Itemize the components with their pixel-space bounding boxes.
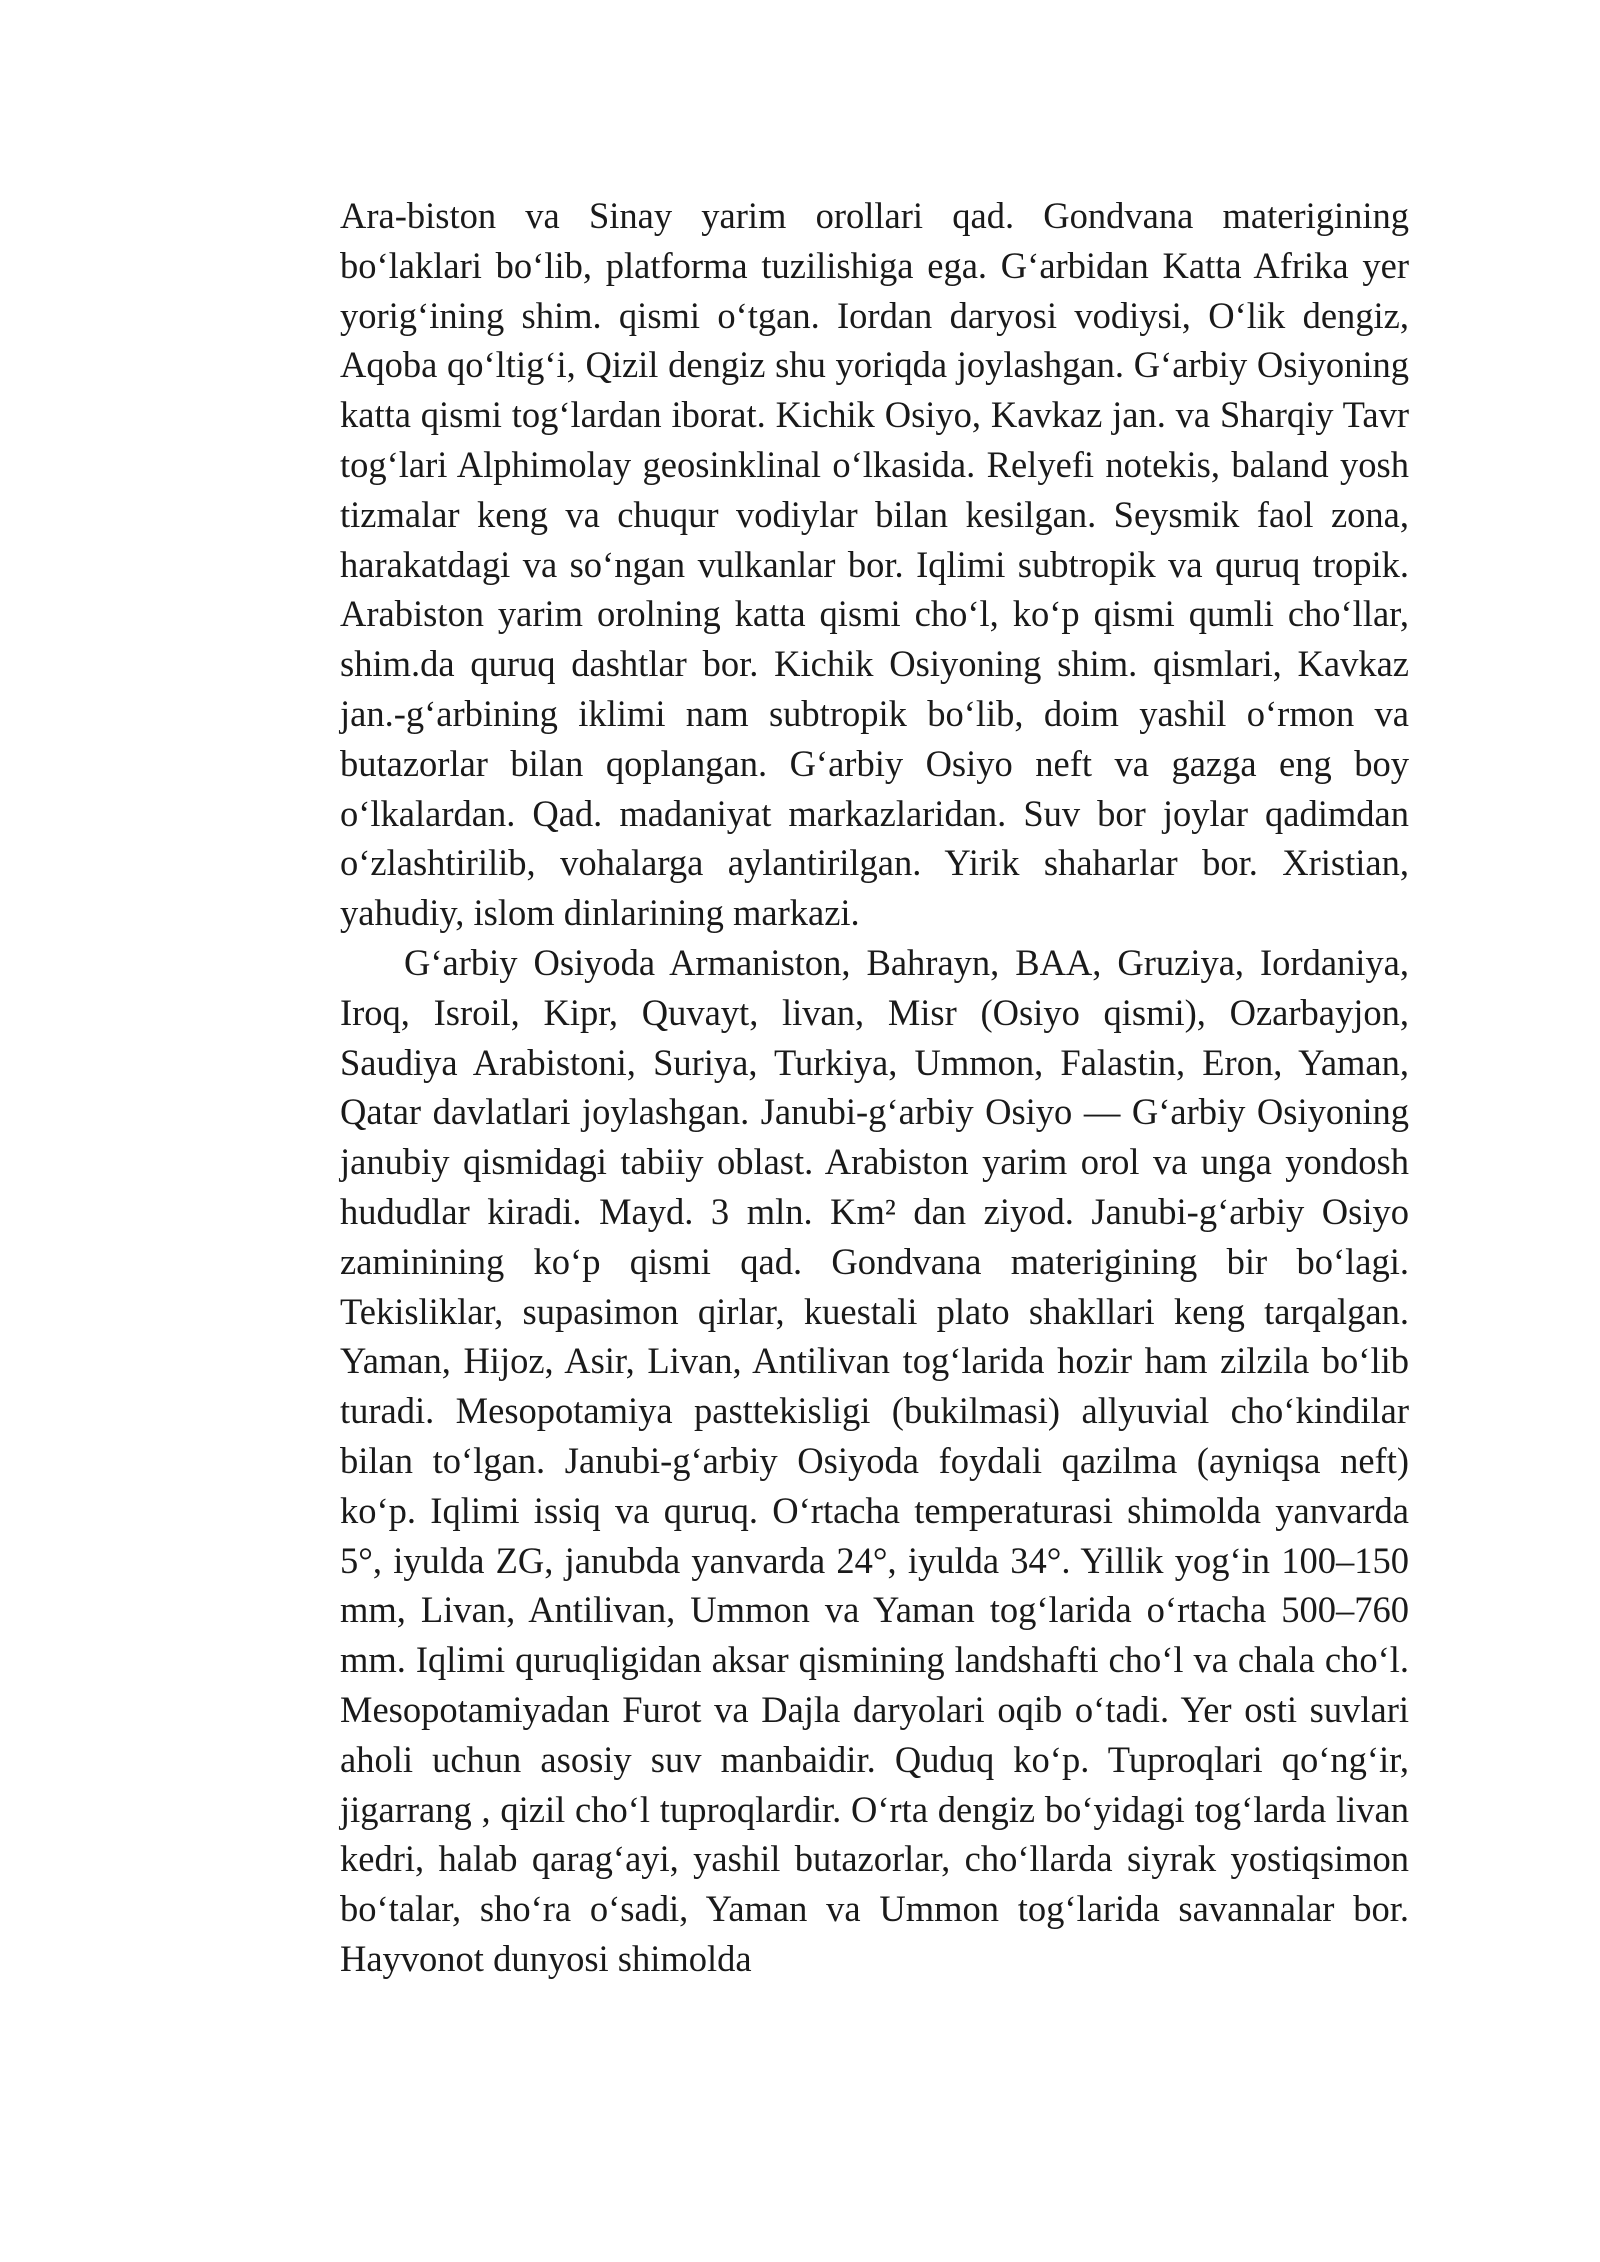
paragraph-1: Ara-biston va Sinay yarim orollari qad. Gondvana materigining bo‘laklari bo‘lib, platforma tuzilishiga ega. G‘arbidan Katta Afrika yer yorig‘ining shim. qismi o‘tgan. Iordan daryosi vodiysi, O‘lik dengiz, Aqoba qo‘ltig‘i, Qizil dengiz shu yoriqda joylashgan. G‘arbiy Osiyoning katta qismi tog‘lardan iborat. Kichik Osiyo, Kavkaz jan. va Sharqiy Tavr tog‘lari Alphimolay geosinklinal o‘lkasida. Relyefi notekis, baland yosh tizmalar keng va chuqur vodiylar bilan kesilgan. Seysmik faol zona, harakatdagi va so‘ngan vulkanlar bor. Iqlimi subtropik va quruq tropik. Arabiston yarim orolning katta qismi cho‘l, ko‘p qismi qumli cho‘llar, shim.da quruq dashtlar bor. Kichik Osiyoning shim. qismlari, Kavkaz jan.-g‘arbining iklimi nam subtropik bo‘lib, doim yashil o‘rmon va butazorlar bilan qoplangan. G‘arbiy Osiyo neft va gazga eng boy o‘lkalardan. Qad. madaniyat markazlaridan. Suv bor joylar qadimdan o‘zlashtirilib, vohalarga aylantirilgan. Yirik shaharlar bor. Xristian, yahudiy, islom dinlarining markazi. xyxy=(340,195,1409,934)
body-text xyxy=(340,191,1409,1984)
paragraph-2: G‘arbiy Osiyoda Armaniston, Bahrayn, BAA, Gruziya, Iordaniya, Iroq, Isroil, Kipr, Quvayt, livan, Misr (Osiyo qismi), Ozarbayjon, Saudiya Arabistoni, Suriya, Turkiya, Ummon, Falastin, Eron, Yaman, Qatar davlatlari joylashgan. Janubi-g‘arbiy Osiyo — G‘arbiy Osiyoning janubiy qismidagi tabiiy oblast. Arabiston yarim orol va unga yondosh hududlar kiradi. Mayd. 3 mln. Km² dan ziyod. Janubi-g‘arbiy Osiyo zaminining ko‘p qismi qad. Gondvana materigining bir bo‘lagi. Tekisliklar, supasimon qirlar, kuestali plato shakllari keng tarqalgan. Yaman, Hijoz, Asir, Livan, Antilivan tog‘larida hozir ham zilzila bo‘lib turadi. Mesopotamiya pasttekisligi (bukilmasi) allyuvial cho‘kindilar bilan to‘lgan. Janubi-g‘arbiy Osiyoda foydali qazilma (ayniqsa neft) ko‘p. Iqlimi issiq va quruq. O‘rtacha temperaturasi shimolda yanvarda 5°, iyulda ZG, janubda yanvarda 24°, iyulda 34°. Yillik yog‘in 100–150 mm, Livan, Antilivan, Ummon va Yaman tog‘larida o‘rtacha 500–760 mm. Iqlimi quruqligidan aksar qismining landshafti cho‘l va chala cho‘l. Mesopotamiyadan Furot va Dajla daryolari oqib o‘tadi. Yer osti suvlari aholi uchun asosiy suv manbaidir. Quduq ko‘p. Tuproqlari qo‘ng‘ir, jigarrang , qizil cho‘l tuproqlardir. O‘rta dengiz bo‘yidagi tog‘larda livan kedri, halab qarag‘ayi, yashil butazorlar, cho‘llarda siyrak yostiqsimon bo‘talar, sho‘ra o‘sadi, Yaman va Ummon tog‘larida savannalar bor. Hayvonot dunyosi shimolda xyxy=(340,941,1409,1979)
